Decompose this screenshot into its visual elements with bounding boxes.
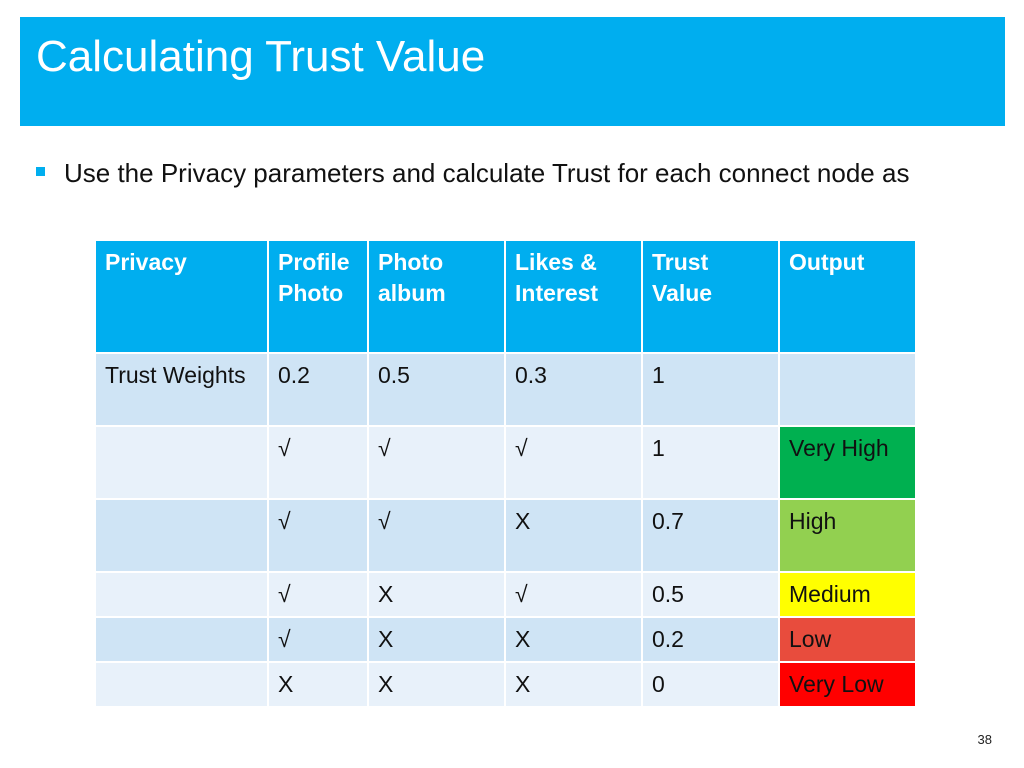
table-cell: Trust Weights (95, 353, 268, 426)
slide-title: Calculating Trust Value (36, 32, 486, 81)
square-bullet-icon (36, 167, 45, 176)
table-cell: √ (368, 499, 505, 572)
table-row (95, 662, 916, 707)
table-cell: √ (268, 499, 368, 572)
bullet-text: Use the Privacy parameters and calculate Trust for each connect node as (64, 158, 910, 188)
table-cell: √ (268, 617, 368, 662)
table-row (95, 499, 916, 572)
table-cell: X (268, 662, 368, 707)
table-cell: √ (505, 572, 642, 617)
table-cell (95, 499, 268, 572)
table-cell: √ (505, 426, 642, 499)
table-cell (95, 426, 268, 499)
trust-table (94, 239, 917, 708)
header-photo-album: Photo album (368, 240, 505, 353)
header-profile-photo: Profile Photo (268, 240, 368, 353)
table-cell: 1 (642, 353, 779, 426)
table-cell: X (505, 499, 642, 572)
output-low: Low (779, 617, 916, 662)
page-number: 38 (977, 732, 992, 747)
table-cell: 0 (642, 662, 779, 707)
output-medium: Medium (779, 572, 916, 617)
table-cell: X (505, 617, 642, 662)
table-cell: 0.7 (642, 499, 779, 572)
table-cell: X (368, 662, 505, 707)
table-cell: 0.2 (268, 353, 368, 426)
table-cell: X (368, 617, 505, 662)
output-very-high: Very High (779, 426, 916, 499)
table-cell: 0.3 (505, 353, 642, 426)
title-bar (20, 17, 1005, 126)
table-row (95, 617, 916, 662)
table-cell: 0.2 (642, 617, 779, 662)
table-cell: 1 (642, 426, 779, 499)
table-cell: 0.5 (642, 572, 779, 617)
table-cell: X (505, 662, 642, 707)
header-privacy: Privacy (95, 240, 268, 353)
header-trust-value: Trust Value (642, 240, 779, 353)
output-high: High (779, 499, 916, 572)
table-cell (779, 353, 916, 426)
table-cell: 0.5 (368, 353, 505, 426)
table-cell (95, 617, 268, 662)
header-output: Output (779, 240, 916, 353)
table-cell: √ (368, 426, 505, 499)
table-cell (95, 572, 268, 617)
table-cell: √ (268, 572, 368, 617)
output-very-low: Very Low (779, 662, 916, 707)
trust-weights-row (95, 353, 916, 426)
table-row (95, 572, 916, 617)
table-header-row (95, 240, 916, 353)
table-cell: √ (268, 426, 368, 499)
table-cell (95, 662, 268, 707)
table-row (95, 426, 916, 499)
table-cell: X (368, 572, 505, 617)
header-likes-interest: Likes & Interest (505, 240, 642, 353)
